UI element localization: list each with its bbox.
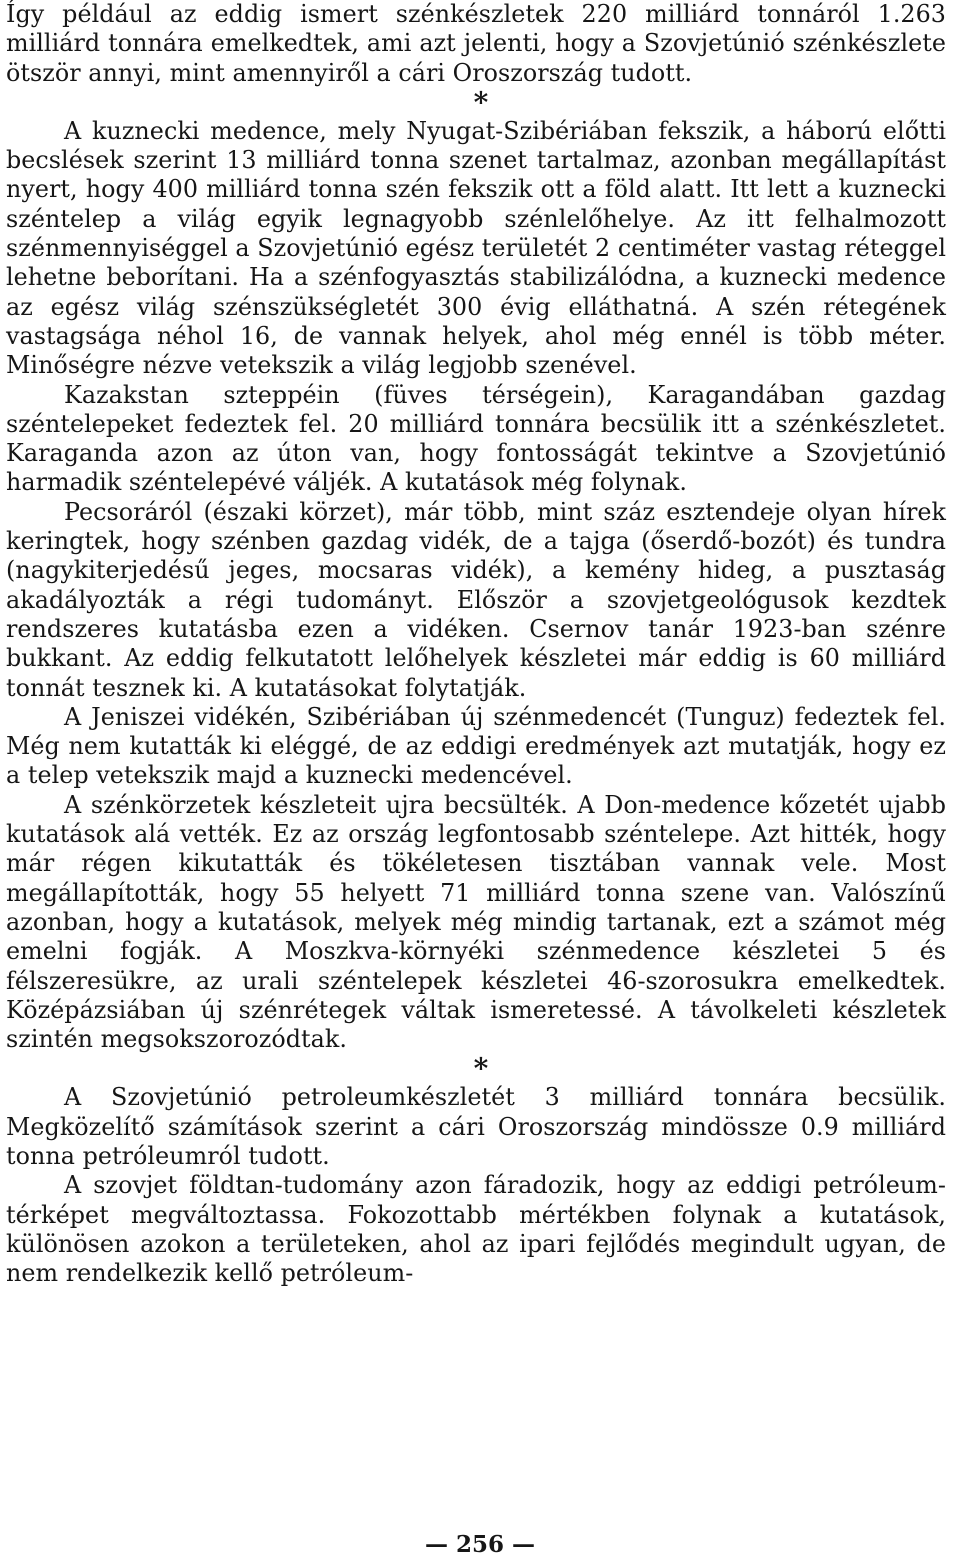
paragraph-petroleum-map: A szovjet földtan-tudomány azon fáradozik, hogy az eddigi petróleum-térképet megváltoztassa. Fokozottabb mértékben folynak a kutatások, különösen azokon a területeken, ahol az ipari fejlődés megindult ugyan, de nem rendelkezik kellő petróleum- [6, 1171, 946, 1288]
page-number: — 256 — [424, 1531, 536, 1558]
paragraph-reserve-estimates: A szénkörzetek készleteit ujra becsülték. A Don-medence kőzetét ujabb kutatások alá vették. Ez az ország legfontosabb széntelepe. Azt hitték, hogy már régen kikutatták és tökéletesen tisztában vannak vele. Most megállapították, hogy 55 helyett 71 milliárd tonna szene van. Valószínű azonban, hogy a kutatások, melyek még mindig tartanak, ezt a számot még emelni fogják. A Moszkva-környéki szénmedence készletei 5 és félszeresükre, az urali széntelepek készletei 46-szorosukra emelkedtek. Középázsiában új szénrétegek váltak ismeretessé. A távolkeleti készletek szintén megsokszorozódtak. [6, 790, 946, 1054]
paragraph-petroleum-reserves: A Szovjetúnió petroleumkészletét 3 milliárd tonnára becsülik. Megközelítő számítások szerint a cári Oroszország mindössze 0.9 milliárd tonna petróleumról tudott. [6, 1083, 946, 1170]
paragraph-pechora: Pecsoráról (északi körzet), már több, mint száz esztendeje olyan hírek keringtek, hogy szénben gazdag vidék, de a tajga (őserdő-bozót) és tundra (nagykiterjedésű jeges, mocsaras vidék), a kemény hideg, a pusztaság akadályozták a régi tudományt. Először a szovjetgeológusok kezdtek rendszeres kutatásba ezen a vidéken. Csernov tanár 1923-ban szénre bukkant. Az eddig felkutatott lelőhelyek készletei már eddig is 60 milliárd tonnát tesznek ki. A kutatásokat folytatják. [6, 497, 946, 702]
paragraph-coal-reserves: Így például az eddig ismert szénkészletek 220 milliárd tonnáról 1.263 milliárd tonnára emelkedtek, ami azt jelenti, hogy a Szovjetúnió szénkészlete ötször annyi, mint amennyiről a cári Oroszország tudott. [6, 0, 946, 87]
section-separator-asterisk: * [473, 1052, 489, 1086]
document-page [6, 0, 946, 1288]
section-separator-asterisk: * [473, 85, 489, 119]
paragraph-yenisei: A Jeniszei vidékén, Szibériában új szénmedencét (Tunguz) fedeztek fel. Még nem kutatták ki eléggé, de az eddigi eredmények azt mutatják, hogy ez a telep vetekszik majd a kuznecki medencével. [6, 702, 946, 790]
paragraph-kuznetsk-basin: A kuznecki medence, mely Nyugat-Szibériában fekszik, a háború előtti becslések szerint 13 milliárd tonna szenet tartalmaz, azonban megállapítást nyert, hogy 400 milliárd tonna szén fekszik ott a föld alatt. Itt lett a kuznecki széntelep a világ egyik legnagyobb szénlelőhelye. Az itt felhalmozott szénmennyiséggel a Szovjetúnió egész területét 2 centiméter vastag réteggel lehetne beborítani. Ha a szénfogyasztás stabilizálódna, a kuznecki medence az egész világ szénszükségletét 300 évig elláthatná. A szén rétegének vastagsága néhol 16, de vannak helyek, ahol még ennél is több méter. Minőségre nézve vetekszik a világ legjobb szenével. [6, 116, 946, 380]
paragraph-karaganda: Kazakstan szteppéin (füves térségein), Karagandában gazdag széntelepeket fedeztek fel. 20 milliárd tonnára becsülik itt a szénkészletet. Karaganda azon az úton van, hogy fontosságát tekintve a Szovjetúnió harmadik széntelepévé váljék. A kutatások még folynak. [6, 380, 946, 497]
